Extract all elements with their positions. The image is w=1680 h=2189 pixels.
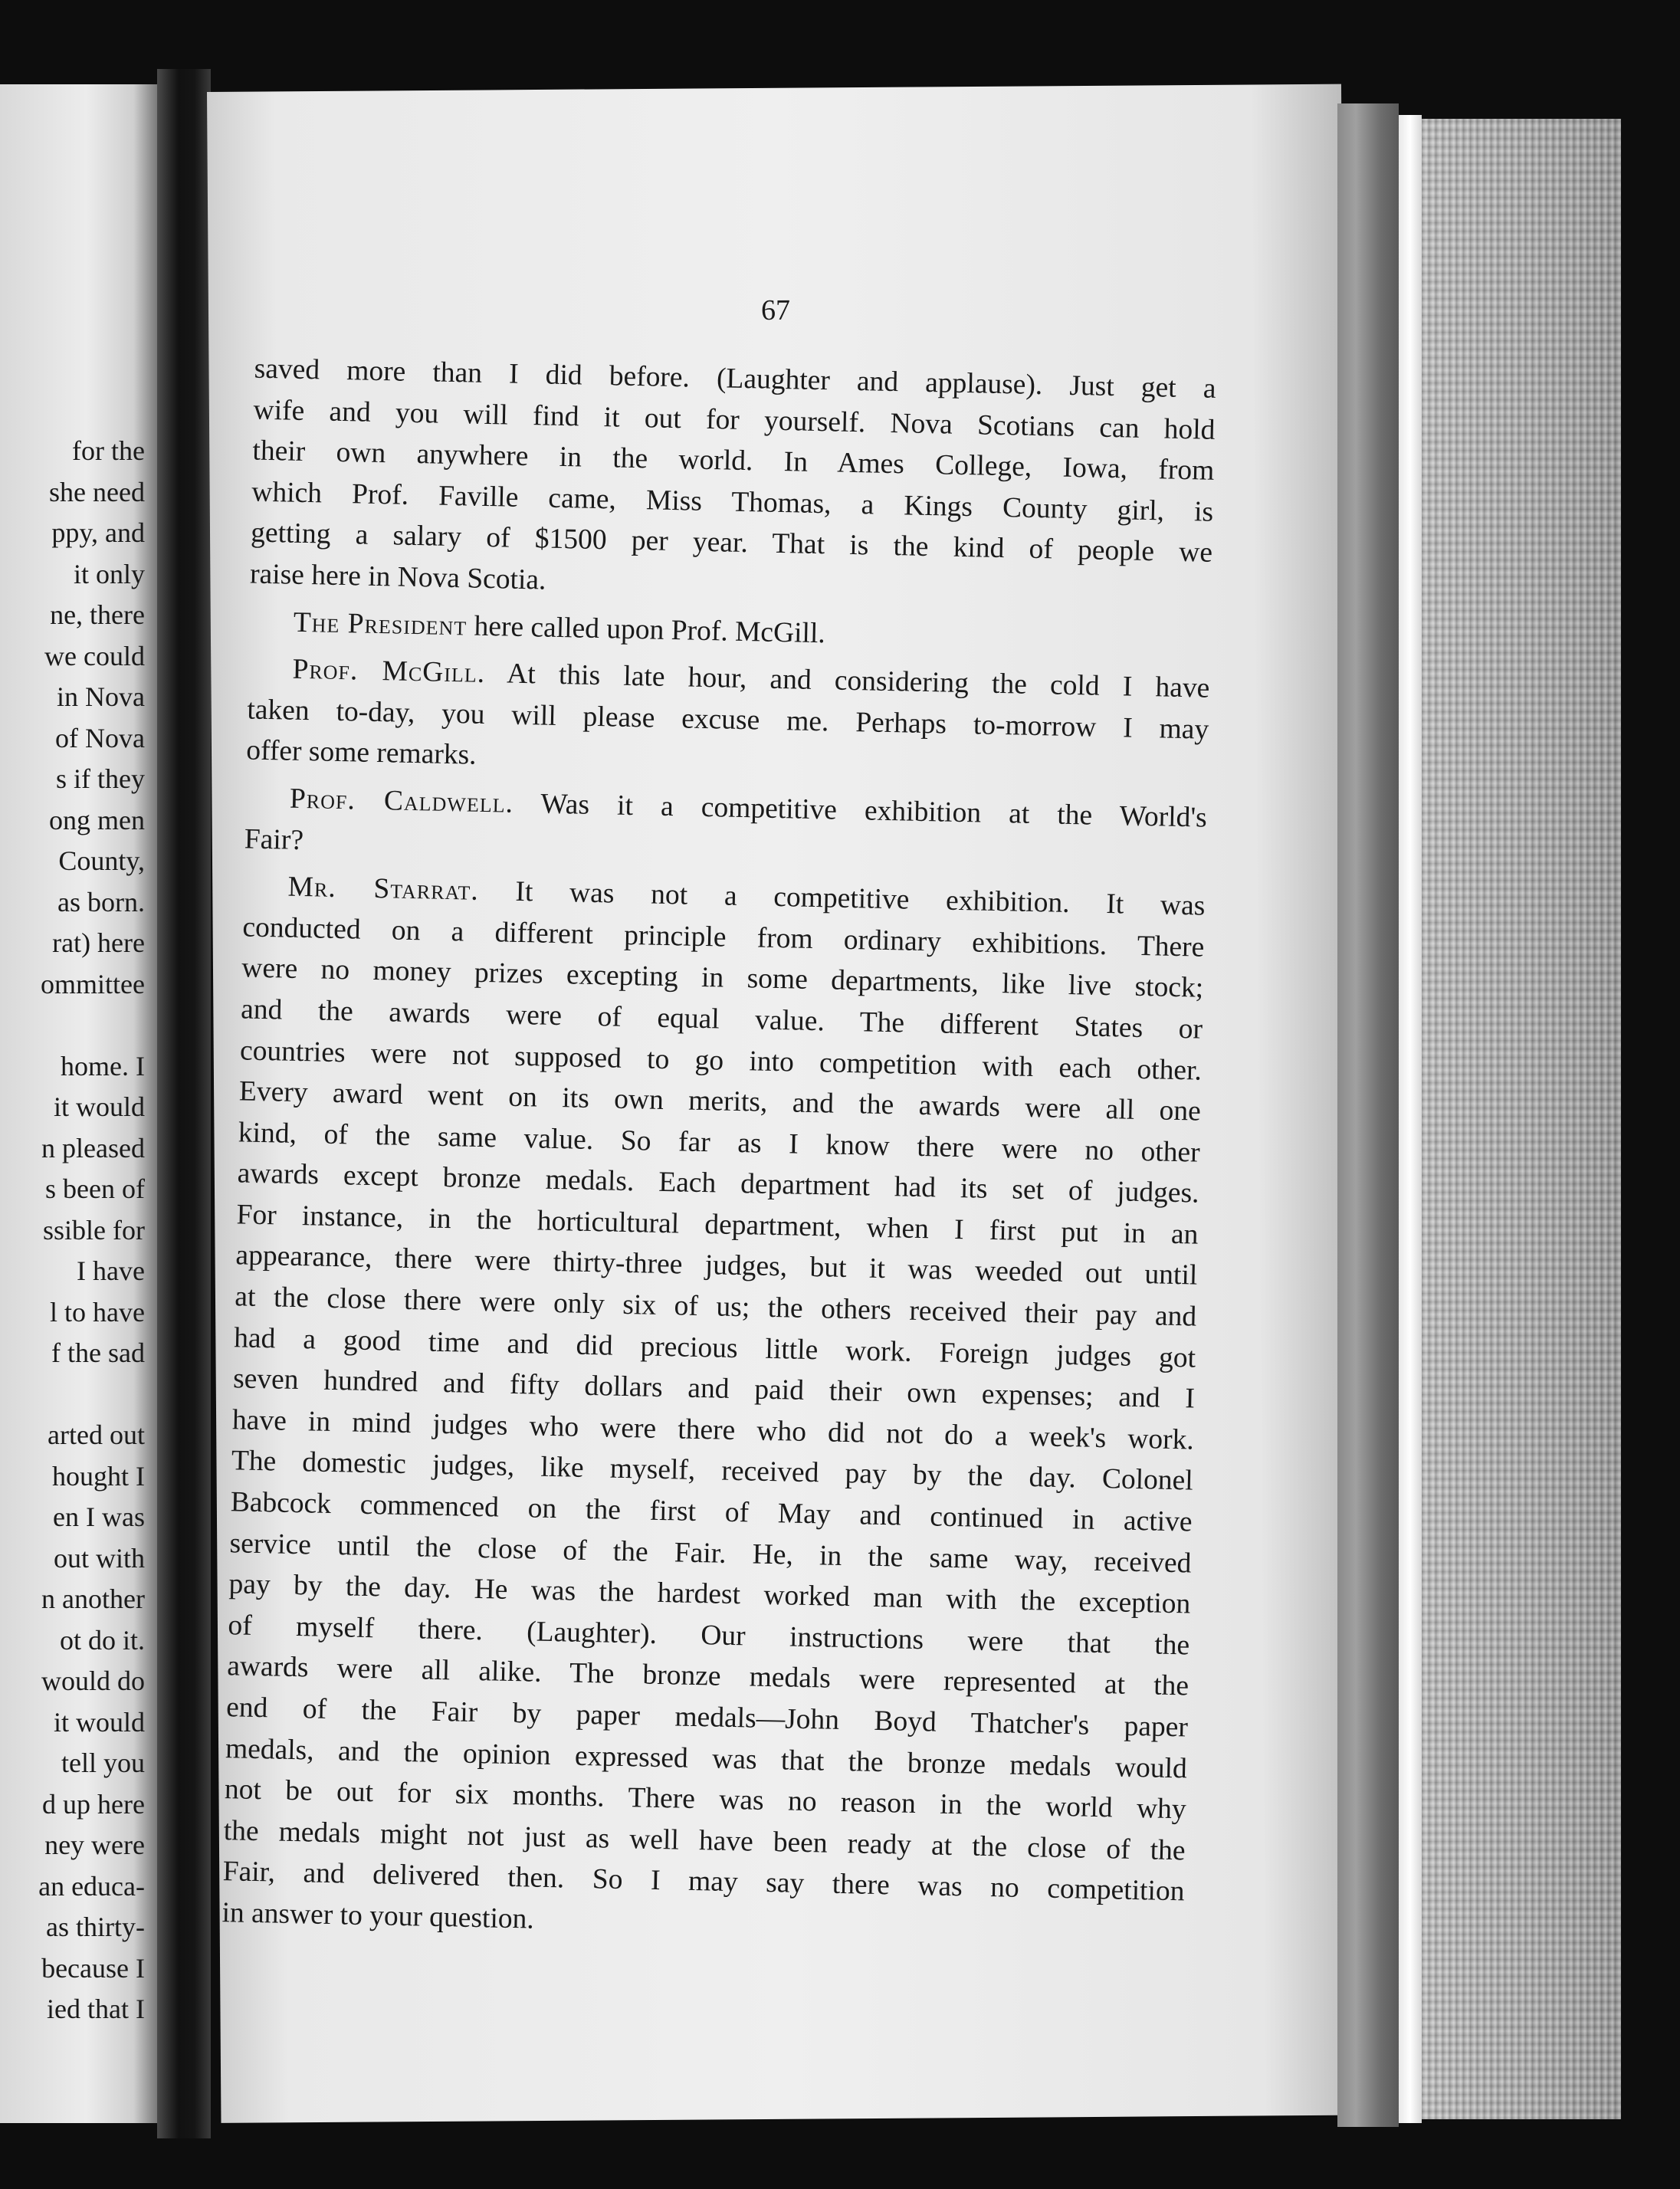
- previous-page-line: I have: [77, 1255, 145, 1286]
- text-line: and the awards were of equal value. The different States or: [240, 993, 1203, 1045]
- previous-page-line: as thirty-: [46, 1912, 145, 1942]
- previous-page-fragment: [0, 84, 157, 2123]
- previous-page-line: ong men: [49, 804, 145, 835]
- text-line: seven hundred and fifty dollars and paid their own expenses; and I: [232, 1363, 1196, 1415]
- text-line: wife and you will find it out for yourself. Nova Scotians can hold: [253, 394, 1216, 446]
- paragraph: [250, 349, 1216, 615]
- previous-page-line: of Nova: [55, 722, 145, 753]
- text-line: kind, of the same value. So far as I know there were no other: [238, 1117, 1201, 1169]
- text-line: appearance, there were thirty-three judges, but it was weeded out until: [235, 1239, 1198, 1292]
- previous-page-line: out with: [53, 1542, 145, 1574]
- previous-page-line: l to have: [50, 1296, 145, 1328]
- page-edges-shadow: [1337, 103, 1399, 2127]
- page-body: [221, 349, 1216, 1960]
- text-line: which Prof. Faville came, Miss Thomas, a Kings County girl, is: [251, 476, 1214, 528]
- text-line: The President here called upon Prof. McGill.: [293, 606, 826, 649]
- previous-page-line: it would: [53, 1091, 145, 1122]
- text-line: Prof. Caldwell. Was it a competitive exhibition at the World's: [289, 783, 1208, 834]
- text-line: Fair?: [244, 822, 304, 856]
- text-line: at the close there were only six of us; the others received their pay and: [234, 1281, 1197, 1333]
- text-line: The domestic judges, like myself, received pay by the day. Colonel: [231, 1445, 1194, 1497]
- text-line: pay by the day. He was the hardest worked man with the exception: [228, 1568, 1191, 1620]
- previous-page-line: home. I: [61, 1050, 145, 1081]
- previous-page-line: in Nova: [57, 681, 145, 712]
- paragraph: [246, 648, 1210, 792]
- previous-page-line: because I: [41, 1952, 145, 1984]
- previous-page-line: en I was: [53, 1501, 145, 1532]
- previous-page-line: s been of: [45, 1173, 145, 1204]
- text-line: had a good time and did precious little work. Foreign judges got: [233, 1321, 1196, 1374]
- previous-page-line: hought I: [52, 1460, 145, 1492]
- text-line: awards were all alike. The bronze medals were represented at the: [226, 1650, 1189, 1702]
- text-line: Mr. Starrat. It was not a competitive exhibition. It was: [287, 871, 1206, 922]
- previous-page-line: ied that I: [47, 1994, 145, 2024]
- previous-page-line: [38, 1005, 145, 1046]
- page-edges-highlight: [1399, 115, 1422, 2123]
- previous-page-line: ppy, and: [51, 517, 145, 548]
- speaker-name: The President: [293, 606, 468, 642]
- previous-page-line: [38, 1374, 145, 1416]
- text-line: getting a salary of $1500 per year. That is the kind of people we: [250, 517, 1213, 569]
- previous-page-line: ot do it.: [59, 1624, 145, 1656]
- text-line: were no money prizes excepting in some departments, like live stock;: [241, 952, 1204, 1004]
- text-line: the medals might not just as well have been ready at the close of the: [223, 1814, 1186, 1867]
- page: [207, 84, 1355, 2123]
- text-line: Prof. McGill. At this late hour, and considering the cold I have: [292, 653, 1210, 704]
- previous-page-line: County,: [58, 845, 145, 876]
- text-line: taken to-day, you will please excuse me. Perhaps to-morrow I may: [247, 694, 1209, 746]
- text-line: service until the close of the Fair. He, in the same way, received: [229, 1527, 1192, 1580]
- paragraph: [221, 866, 1206, 1954]
- page-number: 67: [760, 294, 791, 327]
- previous-page-line: as born.: [57, 886, 145, 917]
- previous-page-line: f the sad: [51, 1337, 145, 1368]
- text-line: end of the Fair by paper medals—John Boyd Thatcher's paper: [225, 1692, 1189, 1744]
- previous-page-line: ssible for: [43, 1214, 145, 1245]
- text-line: For instance, in the horticultural department, when I first put in an: [236, 1199, 1199, 1251]
- previous-page-line: n pleased: [41, 1132, 145, 1163]
- text-line: conducted on a different principle from ordinary exhibitions. There: [242, 911, 1205, 963]
- text-line: in answer to your question.: [221, 1897, 535, 1935]
- text-line: not be out for six months. There was no reason in the world why: [224, 1774, 1187, 1826]
- previous-page-line: it only: [73, 558, 145, 589]
- text-line: have in mind judges who were there who did not do a week's work.: [231, 1404, 1195, 1456]
- previous-page-line: arted out: [48, 1419, 145, 1450]
- previous-page-line: for the: [72, 435, 145, 466]
- previous-page-line: rat) here: [52, 927, 145, 958]
- book-block-edge: [1422, 119, 1621, 2119]
- text-line: awards except bronze medals. Each department had its set of judges.: [237, 1157, 1199, 1209]
- previous-page-line: ney were: [44, 1830, 145, 1860]
- previous-page-line: tell you: [61, 1748, 145, 1778]
- text-line: Babcock commenced on the first of May and continued in active: [230, 1486, 1193, 1538]
- paragraph: [244, 777, 1207, 879]
- text-line: countries were not supposed to go into competition with each other.: [239, 1034, 1203, 1087]
- text-line: saved more than I did before. (Laughter and applause). Just get a: [254, 353, 1216, 405]
- previous-page-text: [38, 431, 145, 2030]
- previous-page-line: ommittee: [41, 968, 145, 999]
- book-gutter: [157, 69, 211, 2138]
- text-line: offer some remarks.: [245, 734, 477, 772]
- previous-page-line: ne, there: [50, 599, 145, 630]
- previous-page-line: s if they: [56, 763, 145, 794]
- text-line: Every award went on its own merits, and the awards were all one: [238, 1075, 1202, 1127]
- speaker-name: Prof. McGill.: [292, 653, 486, 690]
- text-line: of myself there. (Laughter). Our instructions were that the: [228, 1610, 1190, 1662]
- previous-page-line: n another: [41, 1583, 145, 1614]
- text-line: raise here in Nova Scotia.: [249, 558, 546, 596]
- previous-page-line: d up here: [42, 1788, 145, 1820]
- previous-page-line: we could: [44, 640, 145, 671]
- text-line: Fair, and delivered then. So I may say there was no competition: [222, 1856, 1185, 1908]
- speaker-name: Mr. Starrat.: [287, 871, 480, 907]
- previous-page-line: an educa-: [38, 1870, 145, 1902]
- speaker-name: Prof. Caldwell.: [289, 783, 514, 819]
- previous-page-line: it would: [53, 1706, 145, 1738]
- text-line: their own anywhere in the world. In Ames College, Iowa, from: [252, 435, 1215, 487]
- previous-page-line: she need: [49, 476, 145, 507]
- previous-page-line: would do: [41, 1666, 145, 1696]
- text-line: medals, and the opinion expressed was that the bronze medals would: [225, 1732, 1188, 1785]
